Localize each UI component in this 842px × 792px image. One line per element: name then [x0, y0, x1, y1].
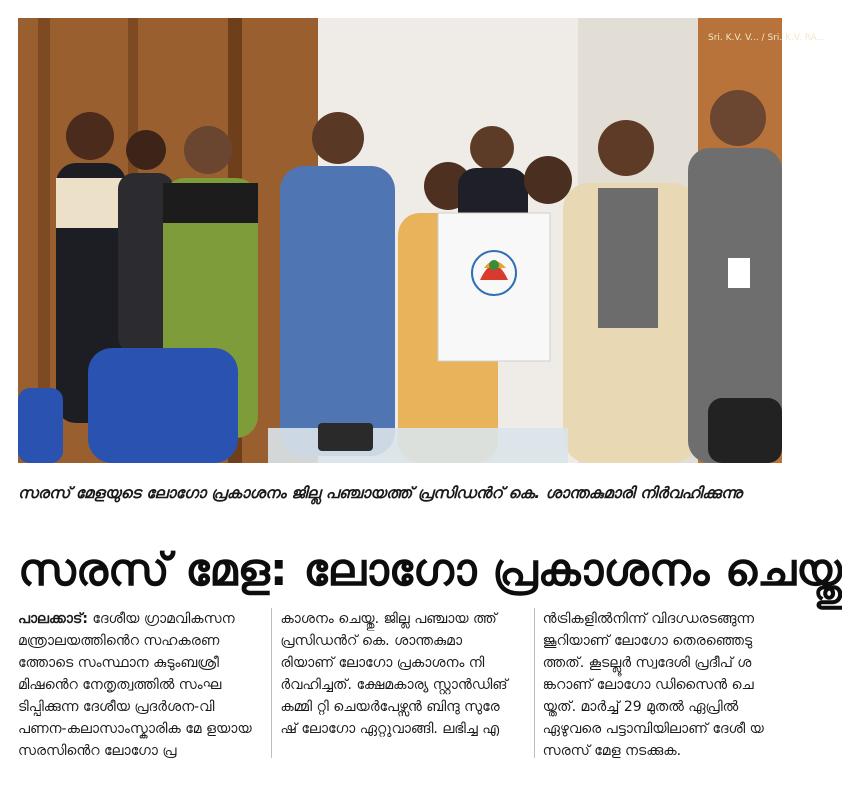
article-column-2	[271, 608, 519, 758]
news-photo	[18, 18, 826, 463]
article-column-1	[18, 608, 257, 758]
article-column-1-text: ദേശീയ ഗ്രാമവികസന മന്ത്രാലയത്തിൻെറ സഹകരണ ത്തോടെ സംസ്ഥാന കുടുംബശ്രീ മിഷൻെറ നേതൃത്വത്തിൽ സംഘ ടിപ്പിക്കുന്ന ദേശീയ പ്രദർശന-വി പണന-കലാസാംസ്കാരിക മേ ളയായ സരസിൻെറ ലോഗോ പ്ര	[18, 611, 252, 759]
article-column-3	[534, 608, 782, 758]
wall-sign-text: Sri. K.V. V... / Sri. K.V. RA...	[708, 33, 826, 43]
photo-caption: സരസ് മേളയുടെ ലോഗോ പ്രകാശനം ജില്ല പഞ്ചായത്ത് പ്രസിഡൻറ് കെ. ശാന്തകുമാരി നിർവഹിക്കുന്നു	[18, 484, 743, 502]
group-photo-illustration	[18, 18, 826, 463]
dateline: പാലക്കാട്:	[18, 611, 88, 627]
article-column-2-text: കാശനം ചെയ്തു. ജില്ല പഞ്ചായ ത്ത് പ്രസിഡൻറ് കെ. ശാന്തകുമാ രിയാണ് ലോഗോ പ്രകാശനം നി ർവഹിച്ചത്. ക്ഷേമകാര്യ സ്റ്റാൻഡിങ് കമ്മി റ്റി ചെയർപേഴ്സൻ ബിന്ദു സുരേ ഷ് ലോഗോ ഏറ്റുവാങ്ങി. ലഭിച്ച എ	[280, 611, 508, 737]
article-column-3-text: ൻട്രികളിൽനിന്ന് വിദഗ്ധരടങ്ങുന്ന ജൂറിയാണ് ലോഗോ തെരഞ്ഞെടു ത്തത്. കൂടല്ലൂർ സ്വദേശി പ്രദീപ് ശ ങ്കറാണ് ലോഗോ ഡിസൈൻ ചെ യ്തത്. മാർച്ച് 29 മുതൽ ഏപ്രിൽ ഏഴുവരെ പട്ടാമ്പിയിലാണ് ദേശീ യ സരസ് മേള നടക്കുക.	[542, 611, 764, 759]
article-body	[18, 608, 782, 758]
article-headline: സരസ് മേള: ലോഗോ പ്രകാശനം ചെയ്തു	[18, 543, 842, 596]
